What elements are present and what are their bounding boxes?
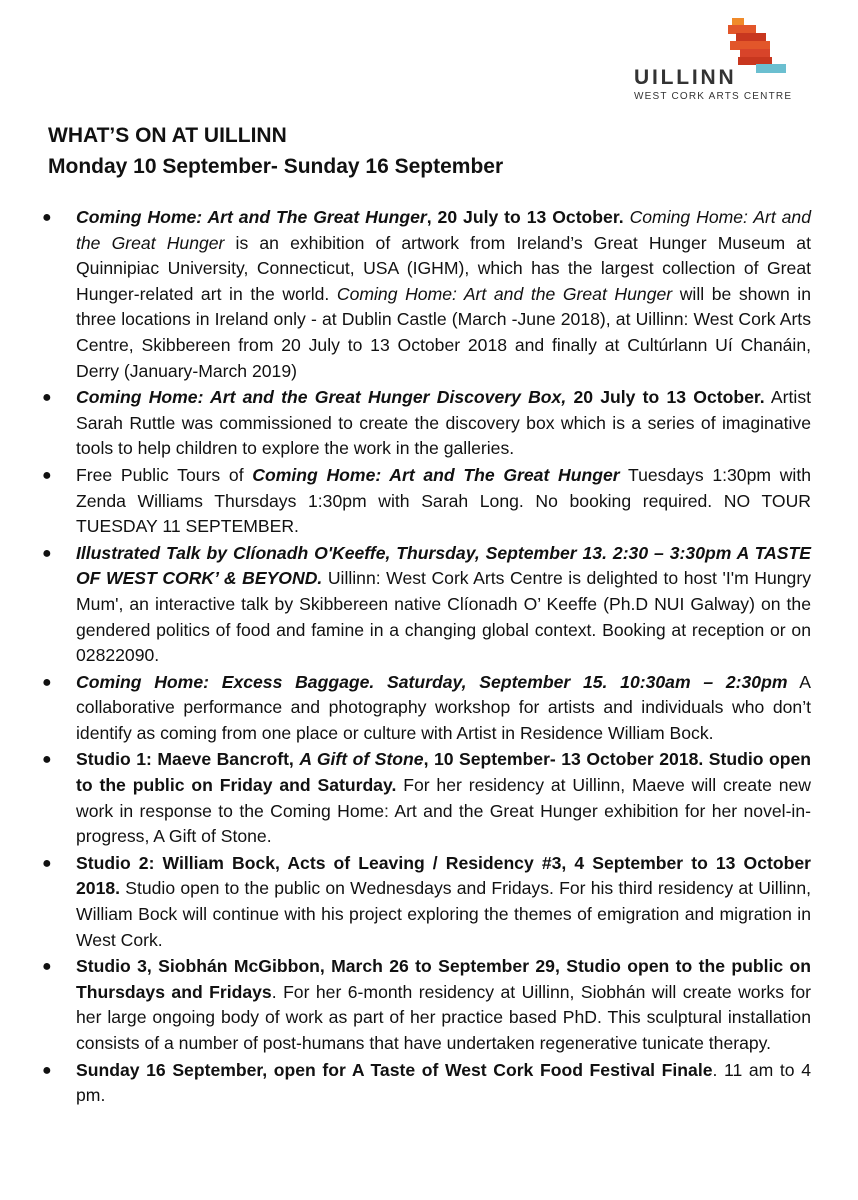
event-text: . For her 6-month residency at Uillinn, Siobhán will create works for her large ongoing body of work as part of her practice based PhD. This sculptural installation consists of a number of post-humans that have undertaken regenerative tunicate therapy. — [76, 981, 811, 1053]
bullet-icon: ● — [42, 673, 52, 691]
event-text: A Gift of Stone — [299, 749, 424, 770]
event-item — [0, 851, 858, 953]
bullet-icon: ● — [42, 544, 52, 562]
logo-subtitle: WEST CORK ARTS CENTRE — [634, 91, 793, 102]
event-item — [0, 541, 858, 669]
event-text: A collaborative performance and photography workshop for artists and individuals who don’t identify as coming from one place or culture with Artist in Residence William Bock. — [76, 671, 811, 743]
event-text: . 11 am to 4 pm. — [76, 1059, 811, 1106]
bullet-icon: ● — [42, 209, 52, 226]
event-text: Studio 2: William Bock, Acts of Leaving / Residency #3, 4 September to 13 October 2018. — [76, 852, 811, 899]
event-item — [0, 670, 858, 747]
bullet-icon: ● — [42, 751, 52, 769]
event-text: For her residency at Uillinn, Maeve will create new work in response to the Coming Home: Art and the Great Hunger exhibition for her novel-in-progress, A Gift of Stone. — [76, 775, 811, 847]
event-text: Uillinn: West Cork Arts Centre is delighted to host 'I'm Hungry Mum', an interactive talk by Skibbereen native Clíonadh O’ Keeffe (Ph.D NUI Galway) on the gendered politics of food and famine in a changing global context. Booking at reception or on 02822090. — [76, 568, 811, 666]
event-text: Coming Home: Art and the Great Hunger Discovery Box, — [76, 387, 567, 408]
event-text: will be shown in three locations in Ireland only - at Dublin Castle (March -June 2018), at Uillinn: West Cork Arts Centre, Skibbereen from 20 July to 13 October 2018 and finally at Cultúrlann Uí Chanáin, Derry (January-March 2019) — [76, 283, 812, 381]
page-header — [48, 120, 503, 182]
event-text: Sunday 16 September, open for A Taste of West Cork Food Festival Finale — [76, 1059, 713, 1080]
event-item — [0, 1058, 858, 1109]
event-text: Studio 1: Maeve Bancroft, — [76, 749, 300, 770]
event-item — [0, 747, 858, 849]
event-text: Studio 3, Siobhán McGibbon, March 26 to September 29, Studio open to the public on Thursdays and Fridays — [76, 956, 811, 1002]
event-item — [0, 954, 858, 1056]
event-text: 20 July to 13 October. — [566, 387, 765, 408]
event-text: Coming Home: Art and the Great Hunger — [76, 207, 812, 253]
event-text: Coming Home: Art and The Great Hunger — [252, 464, 620, 485]
logo-name: UILLINN — [634, 66, 737, 89]
event-item — [0, 385, 858, 462]
events-list — [0, 205, 858, 1110]
event-text: , 20 July to 13 October. — [426, 207, 624, 227]
event-text: Artist Sarah Ruttle was commissioned to create the discovery box which is a series of imaginative tools to help children to explore the work in the galleries. — [76, 387, 812, 459]
bullet-icon: ● — [42, 854, 52, 872]
page-title: WHAT’S ON AT UILLINN — [48, 124, 287, 147]
event-text: Tuesdays 1:30pm with Zenda Williams Thursdays 1:30pm with Sarah Long. No booking required. NO TOUR TUESDAY 11 SEPTEMBER. — [76, 464, 811, 537]
uillinn-logo — [634, 14, 794, 102]
event-text: , 10 September- 13 October 2018. Studio open to the public on Friday and Saturday. — [76, 749, 811, 796]
event-text: Coming Home: Excess Baggage. Saturday, September 15. 10:30am – 2:30pm — [76, 671, 788, 692]
event-text: Illustrated Talk by Clíonadh O'Keeffe, Thursday, September 13. 2:30 – 3:30pm A TASTE OF WEST CORK’ & BEYOND. — [76, 542, 811, 589]
event-text: Studio open to the public on Wednesdays and Fridays. For his third residency at Uillinn, William Bock will continue with his project exploring the themes of emigration and migration in West Cork. — [76, 878, 811, 950]
bullet-icon: ● — [42, 466, 52, 484]
event-text: Free Public Tours of — [76, 464, 253, 485]
event-item — [0, 463, 858, 540]
bullet-icon: ● — [42, 1061, 52, 1079]
bullet-icon: ● — [42, 389, 52, 407]
event-text: Coming Home: Art and the Great Hunger — [336, 283, 673, 304]
bullet-icon: ● — [42, 958, 52, 976]
date-range: Monday 10 September- Sunday 16 September — [48, 155, 504, 178]
event-text: Coming Home: Art and The Great Hunger — [76, 207, 427, 227]
event-text: is an exhibition of artwork from Ireland’s Great Hunger Museum at Quinnipiac University, Connecticut, USA (IGHM), which has the largest collection of Great Hunger-related art in the world. — [76, 232, 811, 304]
event-item — [0, 205, 858, 384]
